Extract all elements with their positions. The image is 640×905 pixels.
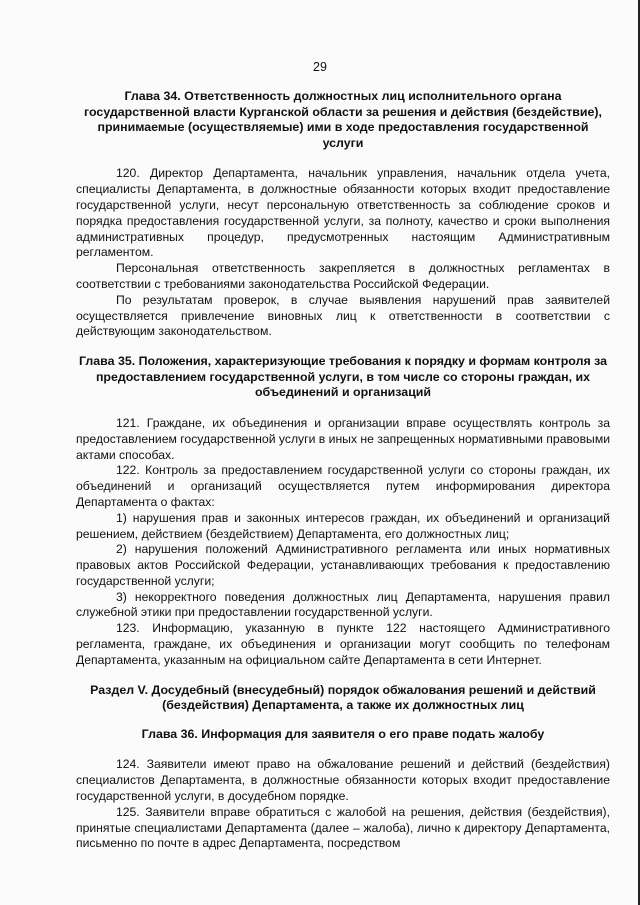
list-item-2: 2) нарушения положений Административного регламента или иных нормативных правовых актов Российской Федерации, устанавливающих требования к предоставлению государственной услуги; [76, 542, 610, 588]
paragraph-123: 123. Информацию, указанную в пункте 122 настоящего Административного регламента, граждане, их объединения и организации могут сообщить по телефонам Департамента, указанным на официальном сайте Департамента в сети Интернет. [76, 621, 610, 667]
paragraph-122: 122. Контроль за предоставлением государственной услуги со стороны граждан, их объединений и организаций осуществляется путем информирования директора Департамента о фактах: [76, 463, 610, 509]
chapter-35-heading: Глава 35. Положения, характеризующие требования к порядку и формам контроля за предоставлением государственной услуги, в том числе со стороны граждан, их объединений и организаций [78, 354, 607, 400]
chapter-34-heading: Глава 34. Ответственность должностных лиц исполнительного органа государственной власти Курганской области за решения и действия (бездействие), принимаемые (осуществляемые) ими в ходе предоставления государственной услуги [84, 89, 602, 150]
paragraph-inspection-results: По результатам проверок, в случае выявления нарушений прав заявителей осуществляется привлечение виновных лиц к ответственности в соответствии с действующим законодательством. [76, 292, 610, 339]
list-item-3: 3) некорректного поведения должностных лиц Департамента, нарушения правил служебной этики при предоставлении государственной услуги. [76, 589, 610, 620]
paragraph-121: 121. Граждане, их объединения и организации вправе осуществлять контроль за предоставлением государственной услуги в иных не запрещенных нормативными правовыми актами способах. [76, 415, 611, 462]
page-number: 29 [313, 60, 327, 74]
paragraph-personal-responsibility: Персональная ответственность закрепляется в должностных регламентах в соответствии с требованиями законодательства Российской Федерации. [76, 261, 610, 291]
paragraph-124: 124. Заявители имеют право на обжалование решений и действий (бездействия) специалистов Департамента, в должностные обязанности которых входит предоставление государственной услуги, в досудебном порядке. [76, 757, 610, 804]
document-body [76, 89, 610, 852]
paragraph-120: 120. Директор Департамента, начальник управления, начальник отдела учета, специалисты Департамента, в должностные обязанности которых входит предоставление государственной услуги, несут персональную ответственность за соблюдение сроков и порядка предоставления государственной услуги, за полноту, качество и сроки выполнения административных процедур, предусмотренных настоящим Административным регламентом. [76, 166, 610, 260]
chapter-36-heading: Глава 36. Информация для заявителя о его праве подать жалобу [141, 726, 545, 741]
section-5-heading: Раздел V. Досудебный (внесудебный) порядок обжалования решений и действий (бездействия) Департамента, а также их должностных лиц [90, 682, 596, 713]
list-item-1: 1) нарушения прав и законных интересов граждан, их объединений и организаций решением, действием (бездействием) Департамента, его должностных лиц; [76, 510, 610, 541]
paragraph-125: 125. Заявители вправе обратиться с жалобой на решения, действия (бездействия), принятые специалистами Департамента (далее – жалоба), лично к директору Департамента, письменно по почте в адрес Департамента, посредством [76, 804, 610, 851]
